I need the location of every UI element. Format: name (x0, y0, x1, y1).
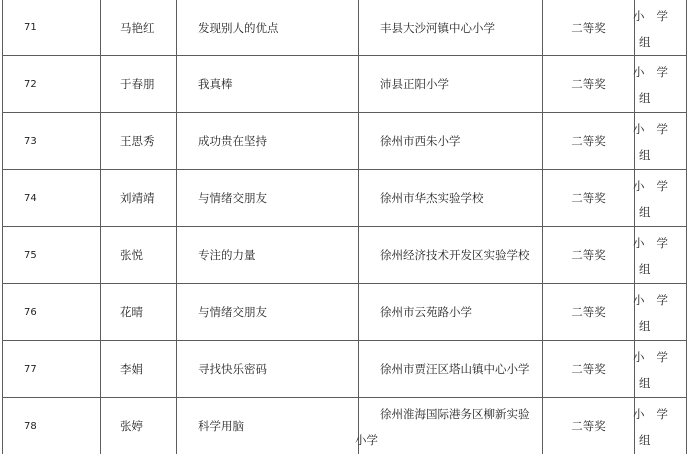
prize-level: 二等奖 (543, 113, 635, 170)
group-cell (635, 170, 687, 227)
group-label-top: 小学 (633, 9, 680, 23)
row-number: 73 (3, 113, 101, 170)
group-label-bottom: 组 (639, 319, 651, 333)
entry-title: 我真棒 (177, 56, 359, 113)
group-cell (635, 284, 687, 341)
group-label-top: 小学 (633, 293, 680, 307)
school-name: 沛县正阳小学 (359, 56, 543, 113)
row-number: 78 (3, 398, 101, 455)
school-name-cell (355, 398, 543, 455)
entry-title: 专注的力量 (177, 227, 359, 284)
group-label-top: 小学 (633, 350, 680, 364)
school-name: 徐州市华杰实验学校 (359, 170, 543, 227)
row-number: 77 (3, 341, 101, 398)
table-row (3, 56, 687, 113)
participant-name: 张婷 (101, 398, 177, 455)
table-row (3, 284, 687, 341)
table-row (3, 113, 687, 170)
participant-name: 花晴 (101, 284, 177, 341)
table-row (3, 170, 687, 227)
participant-name: 于春朋 (101, 56, 177, 113)
group-cell (635, 398, 687, 455)
prize-level: 二等奖 (543, 56, 635, 113)
group-cell (635, 113, 687, 170)
prize-level: 二等奖 (543, 170, 635, 227)
row-number: 72 (3, 56, 101, 113)
prize-level: 二等奖 (543, 341, 635, 398)
school-name: 徐州市贾汪区塔山镇中心小学 (359, 341, 543, 398)
group-cell (635, 227, 687, 284)
row-number: 74 (3, 170, 101, 227)
row-number: 75 (3, 227, 101, 284)
entry-title: 发现别人的优点 (177, 0, 359, 56)
row-number: 71 (3, 0, 101, 56)
group-label-top: 小学 (633, 236, 680, 250)
award-table (2, 0, 687, 454)
group-label-top: 小学 (633, 122, 680, 136)
group-label-top: 小学 (633, 65, 680, 79)
participant-name: 刘靖靖 (101, 170, 177, 227)
entry-title: 寻找快乐密码 (177, 341, 359, 398)
group-cell (635, 56, 687, 113)
prize-level: 二等奖 (543, 398, 635, 455)
group-label-bottom: 组 (639, 35, 651, 49)
group-label-bottom: 组 (639, 262, 651, 276)
school-name: 徐州市云苑路小学 (359, 284, 543, 341)
school-name-line-2: 小学 (355, 433, 378, 447)
participant-name: 王思秀 (101, 113, 177, 170)
group-label-bottom: 组 (639, 376, 651, 390)
school-name: 徐州市西朱小学 (359, 113, 543, 170)
table-row (3, 398, 687, 455)
table-row (3, 0, 687, 56)
entry-title: 科学用脑 (177, 398, 359, 455)
school-name-line-1: 徐州淮海国际港务区柳新实验 (380, 407, 530, 421)
table-row (3, 341, 687, 398)
participant-name: 张悦 (101, 227, 177, 284)
prize-level: 二等奖 (543, 284, 635, 341)
group-label-bottom: 组 (639, 148, 651, 162)
school-name: 丰县大沙河镇中心小学 (359, 0, 543, 56)
group-label-bottom: 组 (639, 205, 651, 219)
prize-level: 二等奖 (543, 227, 635, 284)
participant-name: 李娟 (101, 341, 177, 398)
group-label-top: 小学 (633, 179, 680, 193)
entry-title: 与情绪交朋友 (177, 170, 359, 227)
prize-level: 二等奖 (543, 0, 635, 56)
group-label-top: 小学 (633, 407, 680, 421)
group-label-bottom: 组 (639, 433, 651, 447)
table-row (3, 227, 687, 284)
row-number: 76 (3, 284, 101, 341)
group-cell (635, 341, 687, 398)
group-cell (635, 0, 687, 56)
school-name-wrap (355, 398, 542, 454)
entry-title: 与情绪交朋友 (177, 284, 359, 341)
group-label-bottom: 组 (639, 91, 651, 105)
entry-title: 成功贵在坚持 (177, 113, 359, 170)
participant-name: 马艳红 (101, 0, 177, 56)
school-name: 徐州经济技术开发区实验学校 (359, 227, 543, 284)
